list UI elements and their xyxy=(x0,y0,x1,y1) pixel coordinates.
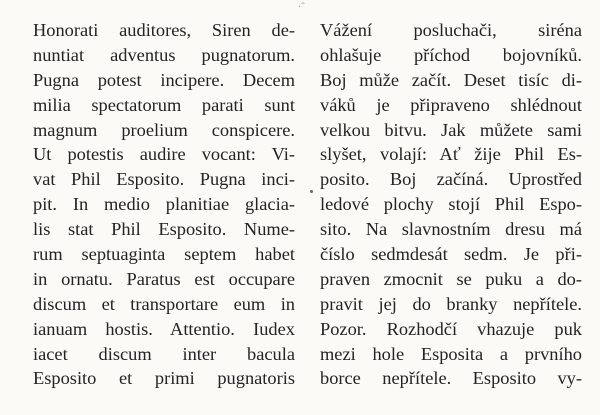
czech-line: Vážení posluchači, siréna xyxy=(320,20,582,40)
czech-text-column xyxy=(320,18,582,391)
czech-line: Boj může začít. Deset tisíc di- xyxy=(320,69,582,90)
czech-line: ohlašuje příchod bojovníků. xyxy=(320,44,582,65)
latin-text-column xyxy=(33,18,295,391)
latin-line: iacet discum inter bacula xyxy=(33,343,295,364)
czech-line: sito. Na slavnostním dresu má xyxy=(320,219,582,240)
czech-line: číslo sedmdesát sedm. Je při- xyxy=(320,244,582,265)
latin-line: rum septuaginta septem habet xyxy=(33,244,295,265)
scan-artifact-mark: ·ˆ xyxy=(298,2,305,13)
czech-line: velkou bitvu. Jak můžete sami xyxy=(320,119,582,140)
czech-line: slyšet, volají: Ať žije Phil Es- xyxy=(320,144,582,165)
latin-line: magnum proelium conspicere. xyxy=(33,119,295,140)
czech-line: borce nepřítele. Esposito vy- xyxy=(320,368,582,389)
latin-line: Honorati auditores, Siren de- xyxy=(33,20,295,40)
latin-line: Ut potestis audire vocant: Vi- xyxy=(33,144,295,165)
latin-line: milia spectatorum parati sunt xyxy=(33,94,295,115)
czech-line: praven zmocnit se puku a do- xyxy=(320,268,582,289)
scan-speck xyxy=(310,190,313,193)
latin-line: vat Phil Esposito. Pugna inci- xyxy=(33,169,295,190)
czech-line: váků je připraveno shlédnout xyxy=(320,94,582,115)
latin-line: lis stat Phil Esposito. Nume- xyxy=(33,219,295,240)
czech-line: mezi hole Esposita a prvního xyxy=(320,343,582,364)
latin-line: Pugna potest incipere. Decem xyxy=(33,69,295,90)
latin-line: ianuam hostis. Attentio. Iudex xyxy=(33,318,295,339)
czech-line: pravit jej do branky nepřítele. xyxy=(320,293,582,314)
latin-line: pit. In medio planitiae glacia- xyxy=(33,194,295,215)
czech-line: ledové plochy stojí Phil Espo- xyxy=(320,194,582,215)
czech-line: Pozor. Rozhodčí vhazuje puk xyxy=(320,318,582,339)
latin-line: discum et transportare eum in xyxy=(33,293,295,314)
latin-line: Esposito et primi pugnatoris xyxy=(33,368,295,389)
latin-line: nuntiat adventus pugnatorum. xyxy=(33,44,295,65)
latin-line: in ornatu. Paratus est occupare xyxy=(33,268,295,289)
czech-line: posito. Boj začíná. Uprostřed xyxy=(320,169,582,190)
